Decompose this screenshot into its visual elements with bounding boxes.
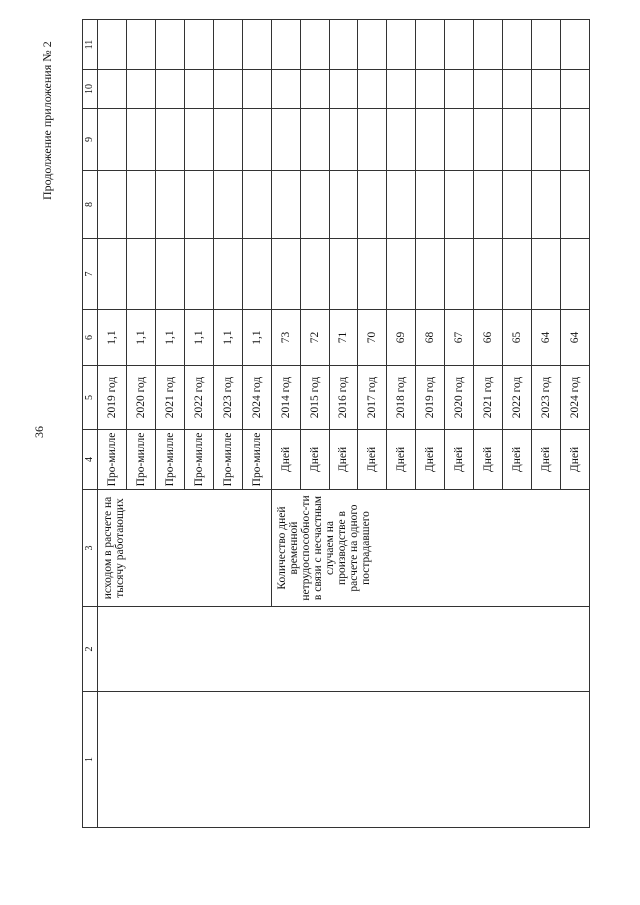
empty-cell-col-10 bbox=[155, 70, 184, 109]
empty-cell-col-9 bbox=[98, 109, 127, 171]
empty-cell-col-9 bbox=[532, 109, 561, 171]
empty-cell-col-7 bbox=[387, 239, 416, 310]
empty-cell-col-7 bbox=[561, 239, 590, 310]
empty-cell-col-10 bbox=[271, 70, 300, 109]
unit-cell: Дней bbox=[300, 430, 329, 490]
header-col-10: 10 bbox=[83, 70, 98, 109]
empty-cell-col-10 bbox=[474, 70, 503, 109]
year-cell: 2021 год bbox=[474, 366, 503, 430]
blank-col-1 bbox=[98, 692, 590, 828]
appendix-note-text: Продолжение приложения № 2 bbox=[40, 41, 54, 200]
empty-cell-col-11 bbox=[503, 20, 532, 70]
indicator-label: исходом в расчете на тысячу работающих bbox=[98, 490, 272, 607]
empty-cell-col-7 bbox=[271, 239, 300, 310]
value-cell: 73 bbox=[271, 310, 300, 366]
year-cell: 2024 год bbox=[561, 366, 590, 430]
empty-cell-col-8 bbox=[213, 171, 242, 239]
empty-cell-col-9 bbox=[474, 109, 503, 171]
value-cell: 67 bbox=[445, 310, 474, 366]
value-cell: 66 bbox=[474, 310, 503, 366]
empty-cell-col-10 bbox=[184, 70, 213, 109]
empty-cell-col-7 bbox=[242, 239, 271, 310]
empty-cell-col-9 bbox=[358, 109, 387, 171]
unit-cell: Про-милле bbox=[242, 430, 271, 490]
empty-cell-col-7 bbox=[155, 239, 184, 310]
empty-cell-col-9 bbox=[300, 109, 329, 171]
unit-cell: Дней bbox=[474, 430, 503, 490]
empty-cell-col-9 bbox=[503, 109, 532, 171]
value-cell: 1,1 bbox=[98, 310, 127, 366]
empty-cell-col-10 bbox=[126, 70, 155, 109]
year-cell: 2015 год bbox=[300, 366, 329, 430]
table-row bbox=[98, 20, 127, 828]
value-cell: 72 bbox=[300, 310, 329, 366]
empty-cell-col-7 bbox=[416, 239, 445, 310]
header-col-7: 7 bbox=[83, 239, 98, 310]
empty-cell-col-10 bbox=[532, 70, 561, 109]
year-cell: 2023 год bbox=[213, 366, 242, 430]
empty-cell-col-11 bbox=[474, 20, 503, 70]
empty-cell-col-11 bbox=[98, 20, 127, 70]
value-cell: 68 bbox=[416, 310, 445, 366]
empty-cell-col-9 bbox=[184, 109, 213, 171]
year-cell: 2022 год bbox=[503, 366, 532, 430]
indicators-table bbox=[82, 19, 590, 828]
empty-cell-col-9 bbox=[155, 109, 184, 171]
year-cell: 2014 год bbox=[271, 366, 300, 430]
empty-cell-col-10 bbox=[242, 70, 271, 109]
year-cell: 2022 год bbox=[184, 366, 213, 430]
empty-cell-col-9 bbox=[387, 109, 416, 171]
empty-cell-col-11 bbox=[561, 20, 590, 70]
empty-cell-col-11 bbox=[126, 20, 155, 70]
empty-cell-col-10 bbox=[358, 70, 387, 109]
empty-cell-col-8 bbox=[416, 171, 445, 239]
empty-cell-col-8 bbox=[503, 171, 532, 239]
header-col-4: 4 bbox=[83, 430, 98, 490]
year-cell: 2021 год bbox=[155, 366, 184, 430]
page-number: 36 bbox=[32, 426, 46, 438]
header-col-2: 2 bbox=[83, 607, 98, 692]
empty-cell-col-11 bbox=[358, 20, 387, 70]
empty-cell-col-10 bbox=[300, 70, 329, 109]
value-cell: 1,1 bbox=[126, 310, 155, 366]
unit-cell: Про-милле bbox=[213, 430, 242, 490]
empty-cell-col-8 bbox=[300, 171, 329, 239]
empty-cell-col-7 bbox=[329, 239, 358, 310]
empty-cell-col-9 bbox=[329, 109, 358, 171]
value-cell: 69 bbox=[387, 310, 416, 366]
empty-cell-col-9 bbox=[445, 109, 474, 171]
empty-cell-col-10 bbox=[416, 70, 445, 109]
empty-cell-col-8 bbox=[532, 171, 561, 239]
empty-cell-col-11 bbox=[213, 20, 242, 70]
empty-cell-col-7 bbox=[445, 239, 474, 310]
year-cell: 2020 год bbox=[126, 366, 155, 430]
empty-cell-col-7 bbox=[358, 239, 387, 310]
empty-cell-col-7 bbox=[474, 239, 503, 310]
unit-cell: Про-милле bbox=[184, 430, 213, 490]
unit-cell: Дней bbox=[387, 430, 416, 490]
unit-cell: Дней bbox=[532, 430, 561, 490]
empty-cell-col-7 bbox=[503, 239, 532, 310]
year-cell: 2019 год bbox=[98, 366, 127, 430]
empty-cell-col-10 bbox=[329, 70, 358, 109]
indicator-label: Количество дней временной нетрудоспособнос-ти в связи с несчастным случаем на производстве в расчете на одного пострадавшего bbox=[271, 490, 589, 607]
empty-cell-col-9 bbox=[213, 109, 242, 171]
empty-cell-col-10 bbox=[213, 70, 242, 109]
empty-cell-col-8 bbox=[242, 171, 271, 239]
unit-cell: Про-милле bbox=[98, 430, 127, 490]
year-cell: 2017 год bbox=[358, 366, 387, 430]
empty-cell-col-9 bbox=[271, 109, 300, 171]
year-cell: 2019 год bbox=[416, 366, 445, 430]
value-cell: 70 bbox=[358, 310, 387, 366]
empty-cell-col-11 bbox=[184, 20, 213, 70]
unit-cell: Дней bbox=[416, 430, 445, 490]
empty-cell-col-11 bbox=[445, 20, 474, 70]
empty-cell-col-9 bbox=[126, 109, 155, 171]
empty-cell-col-7 bbox=[126, 239, 155, 310]
empty-cell-col-8 bbox=[271, 171, 300, 239]
header-col-9: 9 bbox=[83, 109, 98, 171]
year-cell: 2023 год bbox=[532, 366, 561, 430]
empty-cell-col-10 bbox=[387, 70, 416, 109]
header-col-3: 3 bbox=[83, 490, 98, 607]
empty-cell-col-7 bbox=[300, 239, 329, 310]
empty-cell-col-9 bbox=[561, 109, 590, 171]
empty-cell-col-11 bbox=[387, 20, 416, 70]
empty-cell-col-10 bbox=[503, 70, 532, 109]
empty-cell-col-11 bbox=[532, 20, 561, 70]
empty-cell-col-11 bbox=[300, 20, 329, 70]
value-cell: 64 bbox=[532, 310, 561, 366]
value-cell: 1,1 bbox=[184, 310, 213, 366]
empty-cell-col-8 bbox=[184, 171, 213, 239]
value-cell: 71 bbox=[329, 310, 358, 366]
rotated-table-container bbox=[82, 20, 590, 828]
value-cell: 1,1 bbox=[242, 310, 271, 366]
empty-cell-col-8 bbox=[445, 171, 474, 239]
empty-cell-col-7 bbox=[213, 239, 242, 310]
empty-cell-col-11 bbox=[271, 20, 300, 70]
header-col-1: 1 bbox=[83, 692, 98, 828]
empty-cell-col-10 bbox=[98, 70, 127, 109]
header-col-5: 5 bbox=[83, 366, 98, 430]
unit-cell: Дней bbox=[561, 430, 590, 490]
year-cell: 2020 год bbox=[445, 366, 474, 430]
year-cell: 2016 год bbox=[329, 366, 358, 430]
empty-cell-col-8 bbox=[329, 171, 358, 239]
empty-cell-col-11 bbox=[416, 20, 445, 70]
header-number-row bbox=[83, 20, 98, 828]
empty-cell-col-7 bbox=[98, 239, 127, 310]
empty-cell-col-11 bbox=[329, 20, 358, 70]
unit-cell: Дней bbox=[445, 430, 474, 490]
empty-cell-col-8 bbox=[387, 171, 416, 239]
empty-cell-col-9 bbox=[242, 109, 271, 171]
unit-cell: Дней bbox=[358, 430, 387, 490]
value-cell: 1,1 bbox=[155, 310, 184, 366]
empty-cell-col-8 bbox=[126, 171, 155, 239]
year-cell: 2024 год bbox=[242, 366, 271, 430]
table-body bbox=[98, 20, 590, 828]
empty-cell-col-11 bbox=[242, 20, 271, 70]
empty-cell-col-8 bbox=[98, 171, 127, 239]
header-col-8: 8 bbox=[83, 171, 98, 239]
blank-col-2 bbox=[98, 607, 590, 692]
unit-cell: Про-милле bbox=[155, 430, 184, 490]
header-col-11: 11 bbox=[83, 20, 98, 70]
value-cell: 1,1 bbox=[213, 310, 242, 366]
empty-cell-col-10 bbox=[445, 70, 474, 109]
empty-cell-col-8 bbox=[358, 171, 387, 239]
empty-cell-col-10 bbox=[561, 70, 590, 109]
empty-cell-col-8 bbox=[474, 171, 503, 239]
unit-cell: Про-милле bbox=[126, 430, 155, 490]
unit-cell: Дней bbox=[329, 430, 358, 490]
empty-cell-col-9 bbox=[416, 109, 445, 171]
empty-cell-col-8 bbox=[155, 171, 184, 239]
value-cell: 64 bbox=[561, 310, 590, 366]
value-cell: 65 bbox=[503, 310, 532, 366]
empty-cell-col-8 bbox=[561, 171, 590, 239]
empty-cell-col-11 bbox=[155, 20, 184, 70]
year-cell: 2018 год bbox=[387, 366, 416, 430]
empty-cell-col-7 bbox=[532, 239, 561, 310]
unit-cell: Дней bbox=[271, 430, 300, 490]
unit-cell: Дней bbox=[503, 430, 532, 490]
empty-cell-col-7 bbox=[184, 239, 213, 310]
header-col-6: 6 bbox=[83, 310, 98, 366]
